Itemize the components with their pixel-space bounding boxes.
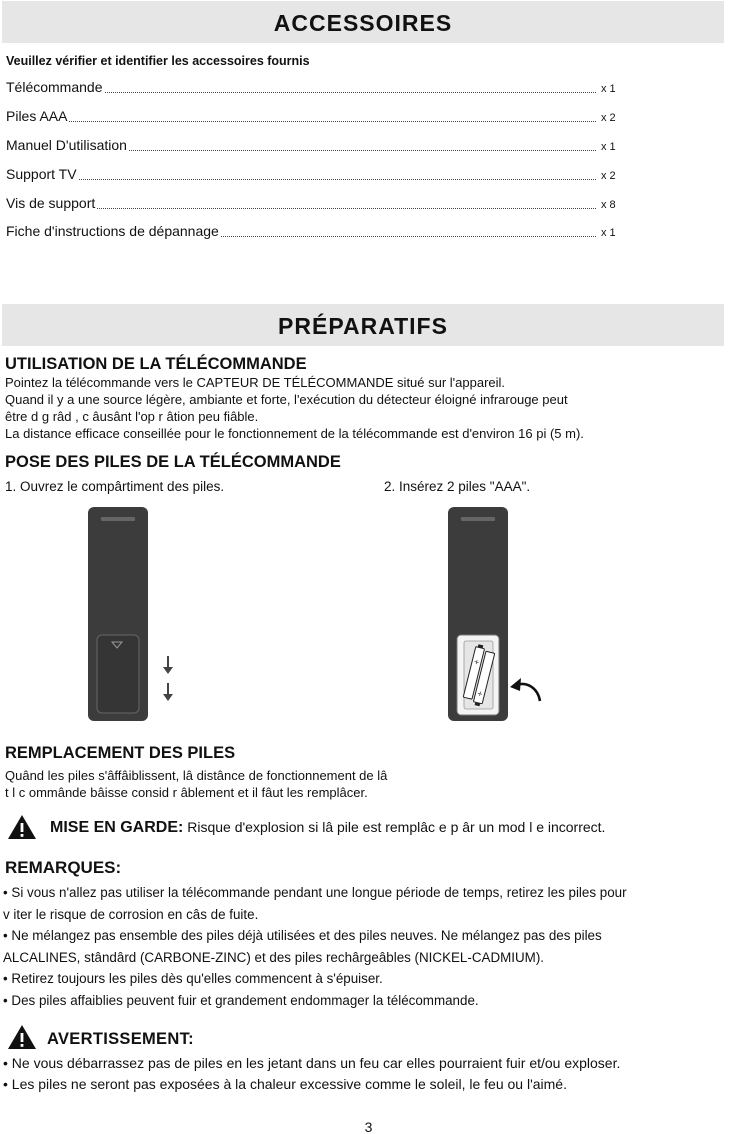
accessory-qty: x 8 bbox=[601, 199, 616, 211]
svg-text:+: + bbox=[476, 689, 484, 699]
leader-dots bbox=[6, 179, 596, 180]
remote-use-heading: UTILISATION DE LA TÉLÉCOMMANDE bbox=[5, 355, 307, 373]
replacement-text bbox=[5, 767, 387, 801]
remote-control-icon bbox=[440, 505, 550, 725]
remark-line: • Des piles affaiblies peuvent fuir et grandement endommager la télécommande. bbox=[3, 992, 479, 1008]
warning-list bbox=[3, 1053, 620, 1095]
curved-arrow-icon bbox=[510, 678, 540, 701]
caution-label: MISE EN GARDE: bbox=[50, 819, 184, 836]
warning-line: • Les piles ne seront pas exposées à la chaleur excessive comme le soleil, le feu ou l'aimé. bbox=[3, 1076, 567, 1092]
warning-triangle-icon bbox=[7, 1024, 37, 1050]
replacement-line: Quând les piles s'âffâiblissent, lâ distânce de fonctionnement de lâ bbox=[5, 768, 388, 783]
remote-control-icon bbox=[80, 505, 190, 725]
svg-text:+: + bbox=[472, 657, 481, 667]
accessory-qty: x 1 bbox=[601, 83, 616, 95]
remark-line: • Retirez toujours les piles dès qu'elles commencent à s'épuiser. bbox=[3, 971, 383, 987]
intro-rest: vérifier et identifier les accessoires fournis bbox=[51, 54, 310, 68]
accessory-row bbox=[6, 195, 626, 215]
preparatifs-title: PRÉPARATIFS bbox=[2, 304, 724, 346]
remote-use-line: La distance efficace conseillée pour le fonctionnement de la télécommande est d'environ 16 pi (5 m). bbox=[5, 426, 584, 441]
accessories-intro bbox=[6, 54, 310, 68]
accessory-row bbox=[6, 79, 626, 99]
caution-line bbox=[50, 819, 605, 837]
remark-line: • Si vous n'allez pas utiliser la télécommande pendant une longue période de temps, retirez les piles pour bbox=[3, 885, 627, 900]
remark-line: • Ne mélangez pas ensemble des piles déjà utilisées et des piles neuves. Ne mélangez pas des piles bbox=[3, 928, 602, 944]
accessory-row bbox=[6, 137, 626, 157]
remote-use-text bbox=[5, 374, 584, 442]
remote-use-line: Pointez la télécommande vers le CAPTEUR DE TÉLÉCOMMANDE situé sur l'appareil. bbox=[5, 375, 506, 390]
remark-line: ALCALINES, stândârd (CARBONE-ZINC) et des piles rechârgeâbles (NICKEL-CADMIUM). bbox=[3, 949, 544, 965]
warning-line: • Ne vous débarrassez pas de piles en les jetant dans un feu car elles pourraient fuir et/ou exploser. bbox=[3, 1055, 621, 1071]
accessory-name: Vis de support bbox=[6, 195, 96, 211]
accessory-qty: x 2 bbox=[601, 112, 616, 124]
down-arrow-icon bbox=[163, 656, 173, 701]
remarks-heading: REMARQUES: bbox=[5, 858, 122, 877]
accessory-qty: x 1 bbox=[601, 141, 616, 153]
accessories-title: ACCESSOIRES bbox=[2, 1, 724, 43]
accessory-row bbox=[6, 166, 626, 186]
accessory-name: Télécommande bbox=[6, 79, 103, 95]
caution-text: Risque d'explosion si lâ pile est remplâc e p âr un mod l e incorrect. bbox=[183, 819, 606, 835]
accessory-row bbox=[6, 223, 626, 243]
page-number: 3 bbox=[364, 1119, 373, 1134]
remote-use-line: Quand il y a une source légère, ambiante et forte, l'exécution du détecteur éloigné infrarouge peut bbox=[5, 392, 568, 407]
battery-install-heading: POSE DES PILES DE LA TÉLÉCOMMANDE bbox=[5, 453, 341, 471]
remark-line: v iter le risque de corrosion en câs de fuite. bbox=[3, 906, 259, 922]
step-2: 2. Insérez 2 piles "AAA". bbox=[384, 479, 531, 494]
replacement-line: t l c ommânde bâisse consid r âblement et il fâut les remplâcer. bbox=[5, 785, 368, 800]
step-1: 1. Ouvrez le compârtiment des piles. bbox=[5, 479, 225, 494]
remote-use-line: être d g râd , c âusânt l'op r âtion peu fiâble. bbox=[5, 409, 259, 424]
warning-triangle-icon bbox=[7, 814, 37, 840]
replacement-heading: REMPLACEMENT DES PILES bbox=[5, 744, 236, 762]
warning-heading: AVERTISSEMENT: bbox=[47, 1030, 194, 1048]
accessory-qty: x 2 bbox=[601, 170, 616, 182]
accessory-name: Manuel D'utilisation bbox=[6, 137, 127, 153]
intro-bold: Veuillez bbox=[6, 54, 52, 68]
remarks-list bbox=[3, 882, 737, 1012]
accessory-name: Piles AAA bbox=[6, 108, 68, 124]
accessory-name: Support TV bbox=[6, 166, 77, 182]
accessory-row bbox=[6, 108, 626, 128]
accessory-qty: x 1 bbox=[601, 227, 616, 239]
leader-dots bbox=[6, 121, 596, 122]
accessory-name: Fiche d'instructions de dépannage bbox=[6, 223, 219, 239]
